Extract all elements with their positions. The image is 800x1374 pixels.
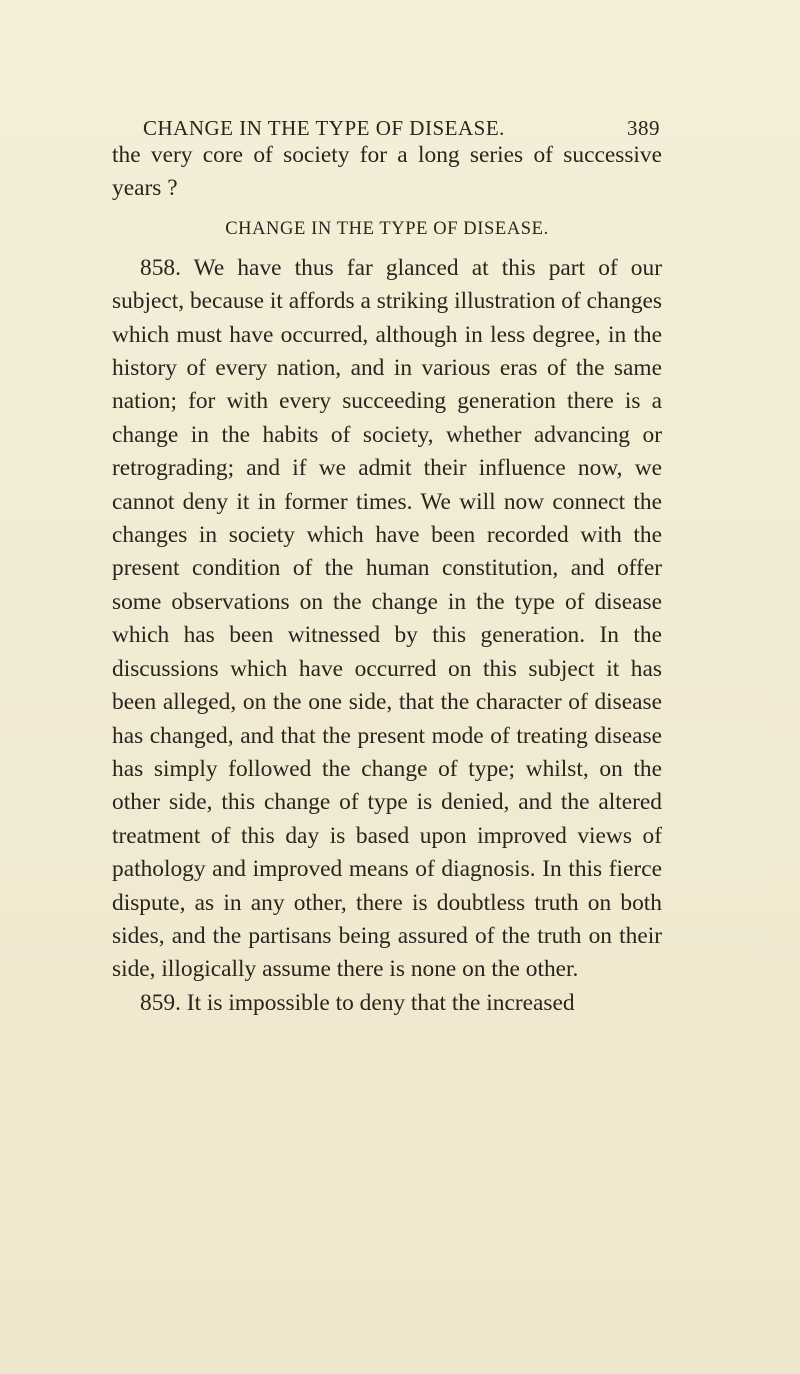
continued-paragraph: the very core of society for a long series of successive years ? (112, 142, 662, 202)
running-head-title: CHANGE IN THE TYPE OF DISEASE. (143, 116, 505, 140)
paragraph-858: 858. We have thus far glanced at this part of our subject, because it affords a striking illustration of changes which must have occurred, although in less degree, in the history of every nation, and in various eras of the same nation; for with every succeeding generation there is a change in the habits of society, whether advancing or retrograding; and if we admit their influence now, we cannot deny it in former times. We will now connect the changes in society which have been recorded with the present condition of the human constitution, and offer some observations on the change in the type of disease which has been witnessed by this generation. In the discussions which have occurred on this subject it has been alleged, on the one side, that the character of disease has changed, and that the present mode of treating disease has simply followed the change of type; whilst, on the other side, this change of type is denied, and the altered treatment of this day is based upon improved views of pathology and improved means of diagnosis. In this fierce dispute, as in any other, there is doubtless truth on both sides, and the partisans being assured of the truth on their side, illogically assume there is none on the other. (112, 254, 662, 983)
section-heading: CHANGE IN THE TYPE OF DISEASE. (225, 218, 549, 239)
body-text (112, 139, 662, 1020)
page-number: 389 (627, 116, 660, 140)
paragraph-859: 859. It is impossible to deny that the increased (140, 989, 575, 1016)
